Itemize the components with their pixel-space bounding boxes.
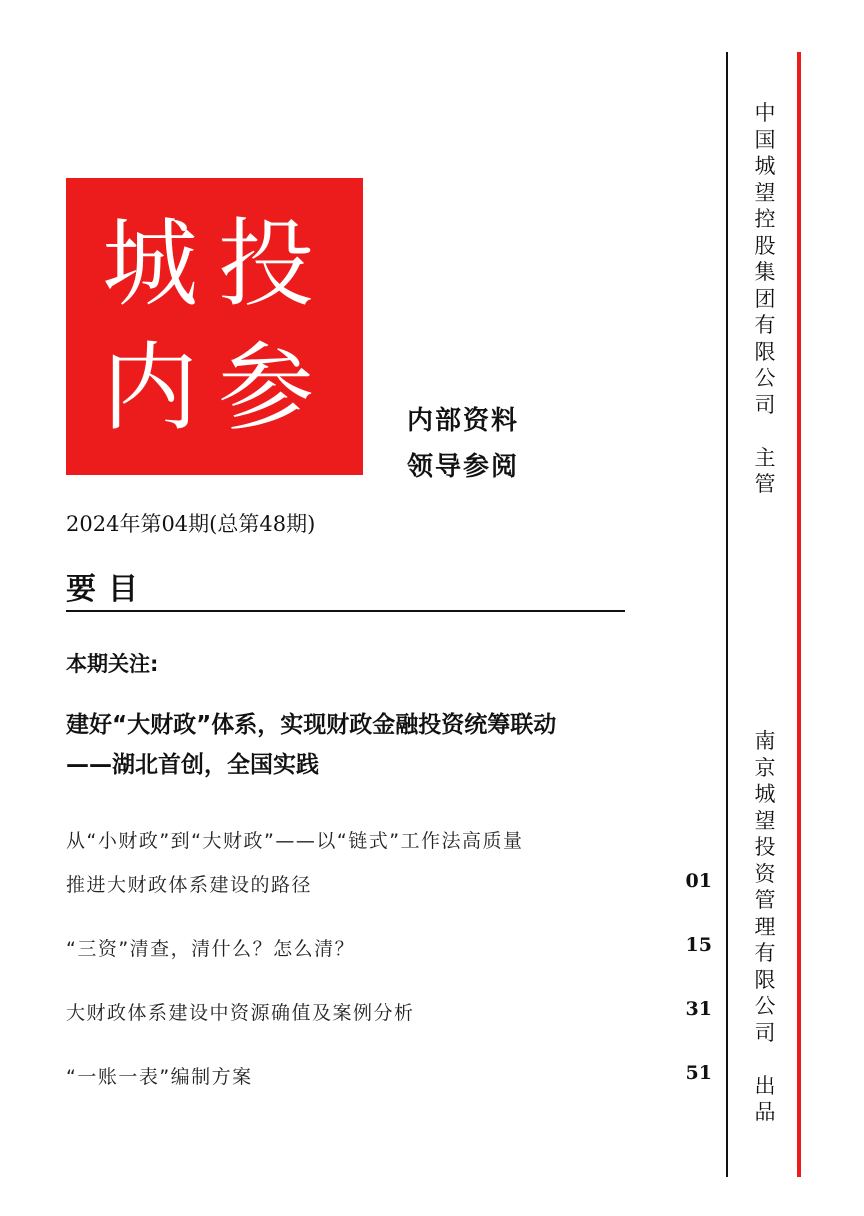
toc-entry-page: 01 (685, 870, 712, 892)
vertical-char: 公 (754, 994, 776, 1018)
toc-entry-title[interactable]: “一账一表”编制方案 (66, 1066, 253, 1088)
toc-entry-title[interactable]: 从“小财政”到“大财政”——以“链式”工作法高质量 (66, 830, 524, 852)
vertical-char: 限 (754, 339, 776, 364)
vertical-char: 城 (754, 782, 776, 806)
vertical-char: 出 (754, 1073, 776, 1098)
internal-material-tag: 内部资料 (407, 406, 520, 436)
vertical-char: 理 (754, 914, 776, 939)
featured-headline: 建好“大财政”体系，实现财政金融投资统筹联动 (66, 712, 557, 738)
publisher-credit (750, 728, 780, 1126)
leadership-reading-tag: 领导参阅 (407, 452, 520, 482)
vertical-char: 管 (754, 888, 776, 912)
vertical-char: 京 (754, 755, 776, 780)
vertical-char: 集 (754, 260, 776, 284)
vertical-char: 有 (754, 941, 776, 965)
toc-entry-title[interactable]: 推进大财政体系建设的路径 (66, 874, 313, 896)
toc-entry-page: 31 (685, 998, 712, 1020)
issue-number: 2024年第04期(总第48期) (66, 512, 316, 536)
toc-entry-title[interactable]: “三资”清查，清什么？怎么清？ (66, 938, 356, 960)
vertical-char: 有 (754, 313, 776, 337)
featured-subheadline: ——湖北首创，全国实践 (66, 752, 319, 778)
vertical-char: 控 (754, 207, 776, 231)
logo-char: 城 (102, 208, 198, 320)
vertical-char: 望 (754, 180, 776, 205)
vertical-char: 品 (754, 1100, 776, 1124)
vertical-char: 管 (754, 472, 776, 496)
logo-char: 内 (102, 332, 198, 444)
toc-divider (66, 610, 625, 612)
logo-char: 投 (218, 208, 314, 320)
vertical-char: 投 (754, 835, 776, 859)
vertical-char: 中 (754, 101, 776, 125)
vertical-char: 城 (754, 154, 776, 178)
vertical-char: 公 (754, 366, 776, 390)
supervisor-credit (750, 100, 780, 498)
toc-entry-page: 15 (685, 934, 712, 956)
toc-title: 要目 (66, 572, 150, 607)
vertical-char: 国 (754, 127, 776, 152)
logo-char: 参 (218, 332, 314, 444)
toc-entry-title[interactable]: 大财政体系建设中资源确值及案例分析 (66, 1002, 415, 1024)
masthead-logo (66, 178, 363, 475)
vertical-char: 股 (754, 233, 776, 258)
vertical-char: 司 (754, 392, 776, 417)
toc-entry-page: 51 (685, 1062, 712, 1084)
focus-label: 本期关注: (66, 652, 159, 676)
vertical-char: 望 (754, 808, 776, 833)
vertical-char: 资 (754, 861, 776, 886)
sidebar-red-rule (797, 52, 801, 1177)
sidebar-black-rule (726, 52, 728, 1177)
vertical-char: 限 (754, 967, 776, 992)
vertical-char (750, 418, 780, 445)
vertical-char (750, 1046, 780, 1073)
vertical-char: 南 (754, 729, 776, 753)
vertical-char: 主 (754, 445, 776, 470)
vertical-char: 团 (754, 286, 776, 311)
vertical-char: 司 (754, 1020, 776, 1045)
